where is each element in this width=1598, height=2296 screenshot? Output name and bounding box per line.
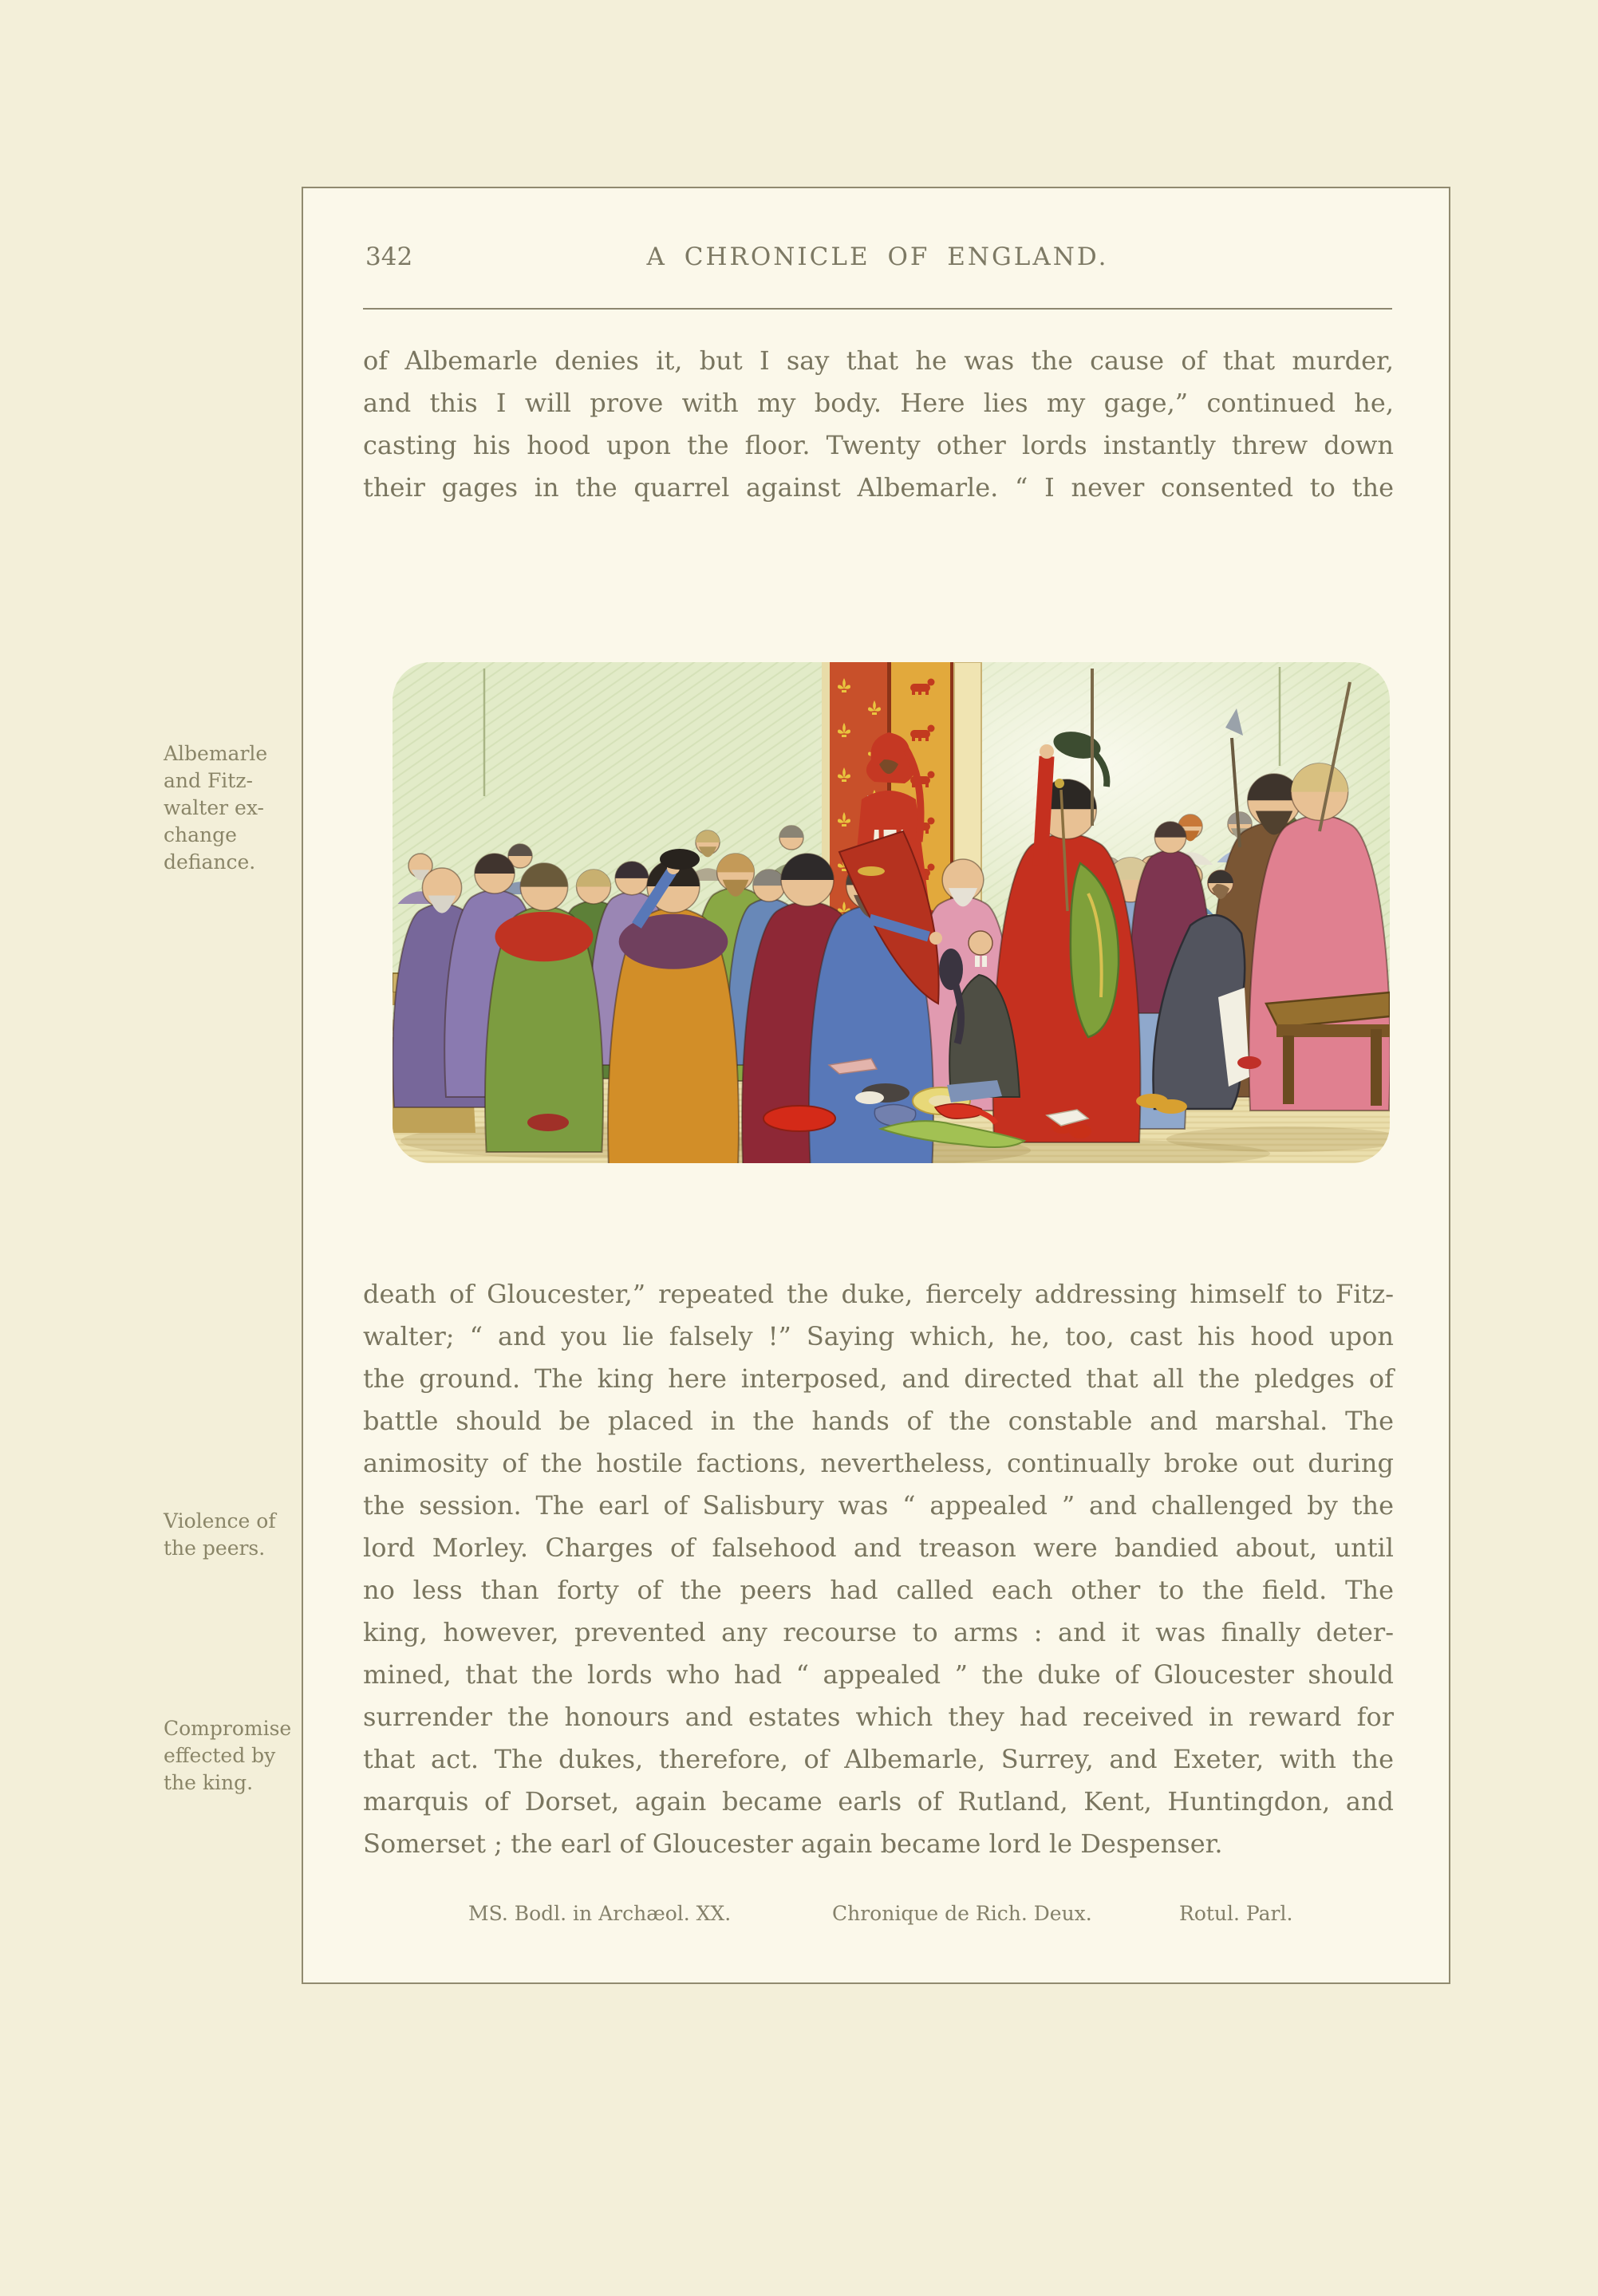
text-line: Somerset ; the earl of Gloucester again became lord le Despenser. <box>363 1829 1223 1859</box>
paragraph-bottom <box>363 1273 1394 1865</box>
margin-note-line: the peers. <box>164 1537 266 1560</box>
margin-note-line: Albemarle <box>164 742 268 765</box>
footnotes <box>363 1902 1394 1935</box>
margin-note-compromise <box>164 1715 339 1797</box>
paragraph-top <box>363 340 1394 509</box>
margin-note-line: the king. <box>164 1771 254 1794</box>
margin-note-violence <box>164 1508 339 1562</box>
text-line: surrender the honours and estates which they had received in reward for <box>363 1702 1394 1732</box>
margin-note-defiance <box>164 740 339 876</box>
text-line: battle should be placed in the hands of the constable and marshal. The <box>363 1406 1394 1436</box>
text-line: and this I will prove with my body. Here lies my gage,” continued he, <box>363 388 1394 418</box>
text-line: king, however, prevented any recourse to arms : and it was finally deter- <box>363 1617 1394 1647</box>
header-rule <box>363 308 1392 310</box>
text-line: animosity of the hostile factions, nevertheless, continually broke out during <box>363 1448 1394 1478</box>
text-line: marquis of Dorset, again became earls of Rutland, Kent, Huntingdon, and <box>363 1786 1394 1817</box>
footnote-citation: Chronique de Rich. Deux. <box>832 1902 1092 1925</box>
margin-note-line: Violence of <box>164 1509 276 1533</box>
text-line: lord Morley. Charges of falsehood and treason were bandied about, until <box>363 1533 1394 1563</box>
text-line: mined, that the lords who had “ appealed ” the duke of Gloucester should <box>363 1659 1394 1690</box>
illustration-plate <box>393 662 1390 1163</box>
footnote-citation: Rotul. Parl. <box>1179 1902 1293 1925</box>
margin-note-line: effected by <box>164 1744 276 1767</box>
margin-note-line: Compromise <box>164 1717 292 1740</box>
text-line: their gages in the quarrel against Albemarle. “ I never consented to the <box>363 472 1394 503</box>
text-line: of Albemarle denies it, but I say that he was the cause of that murder, <box>363 345 1394 376</box>
text-line: the ground. The king here interposed, and directed that all the pledges of <box>363 1363 1394 1394</box>
text-line: walter; “ and you lie falsely !” Saying which, he, too, cast his hood upon <box>363 1321 1394 1351</box>
margin-note-line: defiance. <box>164 850 256 874</box>
footnote-citation: MS. Bodl. in Archæol. XX. <box>468 1902 732 1925</box>
page-number: 342 <box>365 243 413 271</box>
margin-note-line: and Fitz- <box>164 769 253 792</box>
illustration <box>393 662 1390 1163</box>
margin-note-line: change <box>164 823 237 846</box>
text-line: death of Gloucester,” repeated the duke, fiercely addressing himself to Fitz- <box>363 1279 1394 1309</box>
text-line: the session. The earl of Salisbury was “ appealed ” and challenged by the <box>363 1490 1394 1521</box>
text-line: that act. The dukes, therefore, of Albemarle, Surrey, and Exeter, with the <box>363 1744 1394 1774</box>
text-line: no less than forty of the peers had called each other to the field. The <box>363 1575 1394 1605</box>
margin-note-line: walter ex- <box>164 796 264 819</box>
text-line: casting his hood upon the floor. Twenty other lords instantly threw down <box>363 430 1394 460</box>
running-title: A CHRONICLE OF ENGLAND. <box>646 243 1109 271</box>
